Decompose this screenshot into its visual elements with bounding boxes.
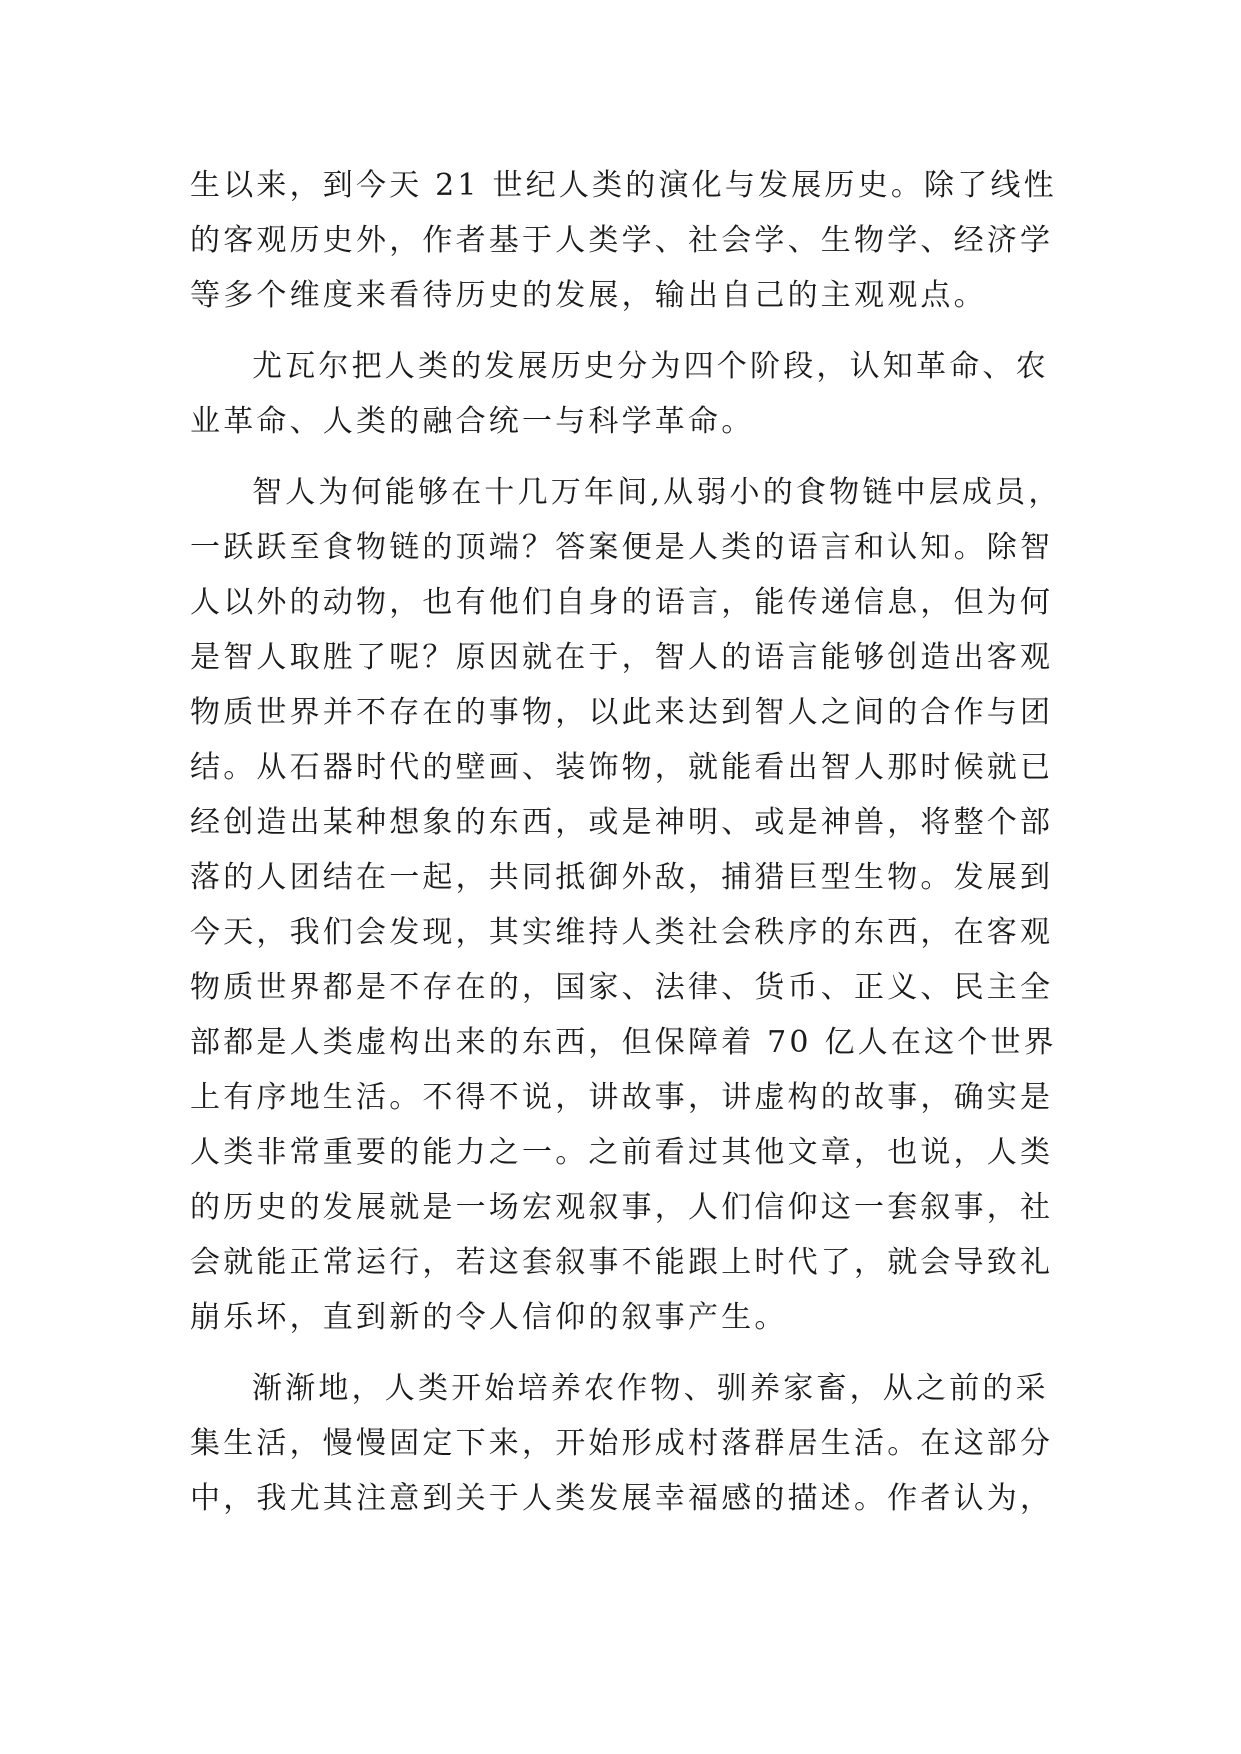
text-line: 中，我尤其注意到关于人类发展幸福感的描述。作者认为， [190, 1481, 1054, 1516]
text-line: 崩乐坏，直到新的令人信仰的叙事产生。 [190, 1300, 788, 1335]
text-line: 的客观历史外，作者基于人类学、社会学、生物学、经济学 [190, 223, 1054, 258]
text-line: 生以来，到今天 21 世纪人类的演化与发展历史。除了线性 [190, 168, 1057, 203]
text-line: 一跃跃至食物链的顶端？答案便是人类的语言和认知。除智 [190, 530, 1054, 565]
text-line: 尤瓦尔把人类的发展历史分为四个阶段，认知革命、农 [252, 349, 1049, 384]
text-line: 经创造出某种想象的东西，或是神明、或是神兽，将整个部 [190, 805, 1054, 840]
paragraph [190, 465, 1062, 1345]
text-line: 集生活，慢慢固定下来，开始形成村落群居生活。在这部分 [190, 1426, 1054, 1461]
paragraph [190, 1361, 1052, 1526]
text-line: 结。从石器时代的壁画、装饰物，就能看出智人那时候就已 [190, 750, 1054, 785]
text-line: 物质世界并不存在的事物，以此来达到智人之间的合作与团 [190, 695, 1054, 730]
text-line: 上有序地生活。不得不说，讲故事，讲虚构的故事，确实是 [190, 1080, 1054, 1115]
text-line: 人类非常重要的能力之一。之前看过其他文章，也说，人类 [190, 1135, 1054, 1170]
text-line: 是智人取胜了呢？原因就在于，智人的语言能够创造出客观 [190, 640, 1054, 675]
text-line: 渐渐地，人类开始培养农作物、驯养家畜，从之前的采 [252, 1371, 1049, 1406]
paragraph [190, 339, 1052, 449]
paragraph-gap [190, 449, 1052, 465]
text-line: 今天，我们会发现，其实维持人类社会秩序的东西，在客观 [190, 915, 1054, 950]
document-body [190, 158, 1062, 1526]
text-line: 的历史的发展就是一场宏观叙事，人们信仰这一套叙事，社 [190, 1190, 1054, 1225]
text-line: 会就能正常运行，若这套叙事不能跟上时代了，就会导致礼 [190, 1245, 1054, 1280]
text-line: 部都是人类虚构出来的东西，但保障着 70 亿人在这个世界 [190, 1025, 1057, 1060]
paragraph [190, 158, 1057, 323]
text-line: 等多个维度来看待历史的发展，输出自己的主观观点。 [190, 278, 987, 313]
paragraph-gap [190, 1345, 1052, 1361]
paragraph-gap [190, 323, 1052, 339]
text-line: 物质世界都是不存在的，国家、法律、货币、正义、民主全 [190, 970, 1054, 1005]
text-line: 人以外的动物，也有他们自身的语言，能传递信息，但为何 [190, 585, 1054, 620]
text-line: 落的人团结在一起，共同抵御外敌，捕猎巨型生物。发展到 [190, 860, 1054, 895]
text-line: 智人为何能够在十几万年间,从弱小的食物链中层成员， [252, 475, 1062, 510]
text-line: 业革命、人类的融合统一与科学革命。 [190, 404, 755, 439]
